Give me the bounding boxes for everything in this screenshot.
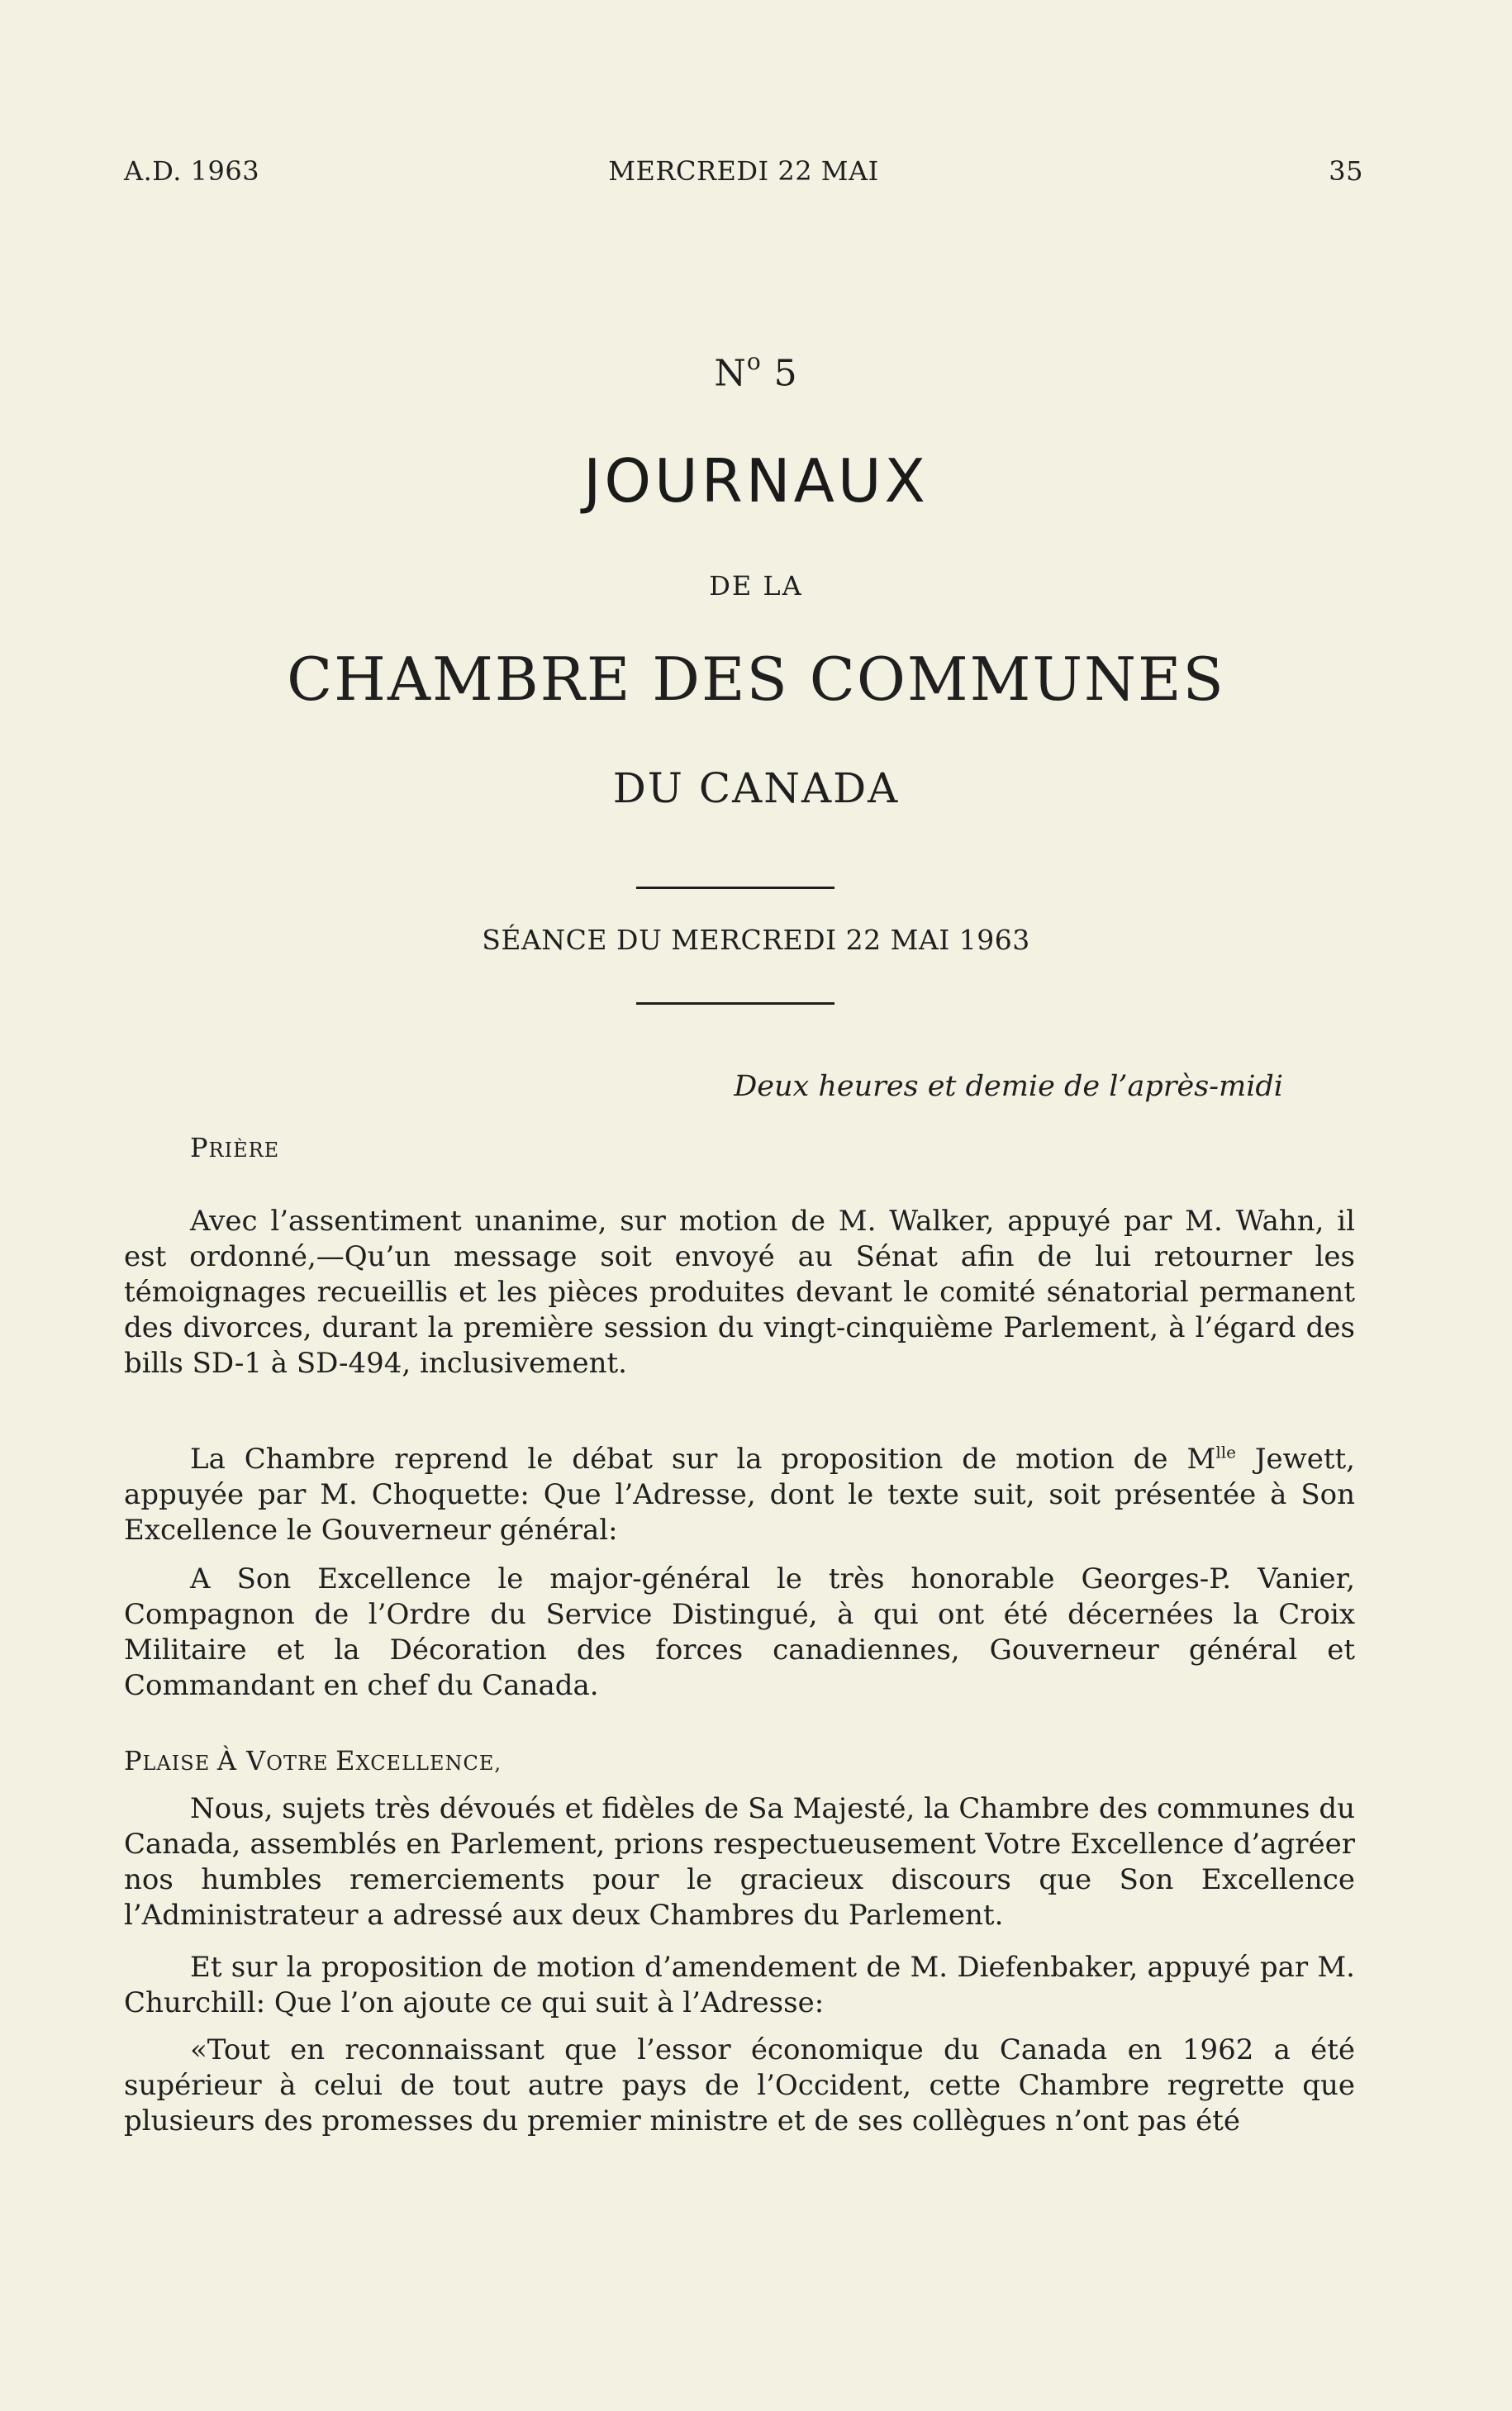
paragraph-text: Avec l’assentiment unanime, sur motion de M. Walker, appuyé par M. Wahn, il est ordonné,—Qu’un message soit envoyé au Sénat afin de lui retourner les témoignages recueillis et les pièces produites devant le comité sénatorial permanent des divorces, durant la première session du vingt-cinquième Parlement, à l’égard des bills SD-1 à SD-494, inclusivement.	[124, 1205, 1355, 1380]
salutation-part: E	[335, 1745, 356, 1776]
issue-prefix: N	[714, 352, 747, 395]
divider-top	[636, 887, 834, 889]
paragraph-text: Et sur la proposition de motion d’amendement de M. Diefenbaker, appuyé par M. Churchill: Que l’on ajoute ce qui suit à l’Adresse:	[124, 1951, 1355, 2019]
paragraph-text-b: Jewett, appuyée par M. Choquette: Que l’Adresse, dont le texte suit, soit présentée à Son Excellence le Gouverneur général:	[124, 1443, 1355, 1547]
running-head	[124, 155, 1363, 195]
paragraph-address	[124, 1562, 1355, 1704]
issue-value: 5	[773, 352, 798, 395]
prayer-heading-initial: P	[190, 1132, 209, 1163]
paragraph-text-a: La Chambre reprend le débat sur la proposition de motion de M	[190, 1443, 1216, 1476]
paragraph-debate-resumed	[124, 1442, 1355, 1548]
paragraph-text: «Tout en reconnaissant que l’essor économique du Canada en 1962 a été supérieur à celui de tout autre pays de l’Occident, cette Chambre regrette que plusieurs des promesses du premier ministre et de ses collègues n’ont pas été	[124, 2033, 1355, 2138]
divider-bottom	[636, 1002, 834, 1005]
sitting-time: Deux heures et demie de l’après-midi	[734, 1070, 1283, 1103]
paragraph-message-senate	[124, 1204, 1355, 1381]
journal-title-connector: DE LA	[709, 570, 803, 602]
paragraph-amendment	[124, 1950, 1355, 2021]
paragraph-quotation	[124, 2033, 1355, 2139]
issue-sup: o	[746, 348, 762, 375]
issue-number	[0, 348, 1512, 395]
journal-title: JOURNAUX	[583, 446, 929, 516]
header-year: A.D. 1963	[124, 155, 260, 187]
header-date: MERCREDI 22 MAI	[608, 155, 879, 187]
prayer-heading	[190, 1132, 279, 1163]
salutation-part: P	[124, 1745, 143, 1776]
paragraph-text	[124, 1442, 1355, 1548]
salutation-part: À V	[216, 1745, 267, 1776]
prayer-heading-rest: RIÈRE	[208, 1139, 280, 1162]
session-heading: SÉANCE DU MERCREDI 22 MAI 1963	[482, 924, 1030, 956]
salutation-part: XCELLENCE,	[355, 1752, 502, 1775]
paragraph-thanks	[124, 1791, 1355, 1933]
salutation-heading	[124, 1745, 502, 1776]
paragraph-text: A Son Excellence le major-général le très honorable Georges-P. Vanier, Compagnon de l’Ordre du Service Distingué, à qui ont été décernées la Croix Militaire et la Décoration des forces canadiennes, Gouverneur général et Commandant en chef du Canada.	[124, 1562, 1355, 1702]
country-title: DU CANADA	[612, 764, 900, 812]
page-number: 35	[1329, 155, 1363, 187]
title-superscript: lle	[1215, 1442, 1236, 1462]
salutation-part: OTRE	[266, 1752, 336, 1775]
salutation-part: LAISE	[142, 1752, 217, 1775]
paragraph-text: Nous, sujets très dévoués et fidèles de Sa Majesté, la Chambre des communes du Canada, assemblés en Parlement, prions respectueusement Votre Excellence d’agréer nos humbles remerciements pour le gracieux discours que Son Excellence l’Administrateur a adressé aux deux Chambres du Parlement.	[124, 1792, 1355, 1932]
chamber-title: CHAMBRE DES COMMUNES	[287, 644, 1225, 714]
